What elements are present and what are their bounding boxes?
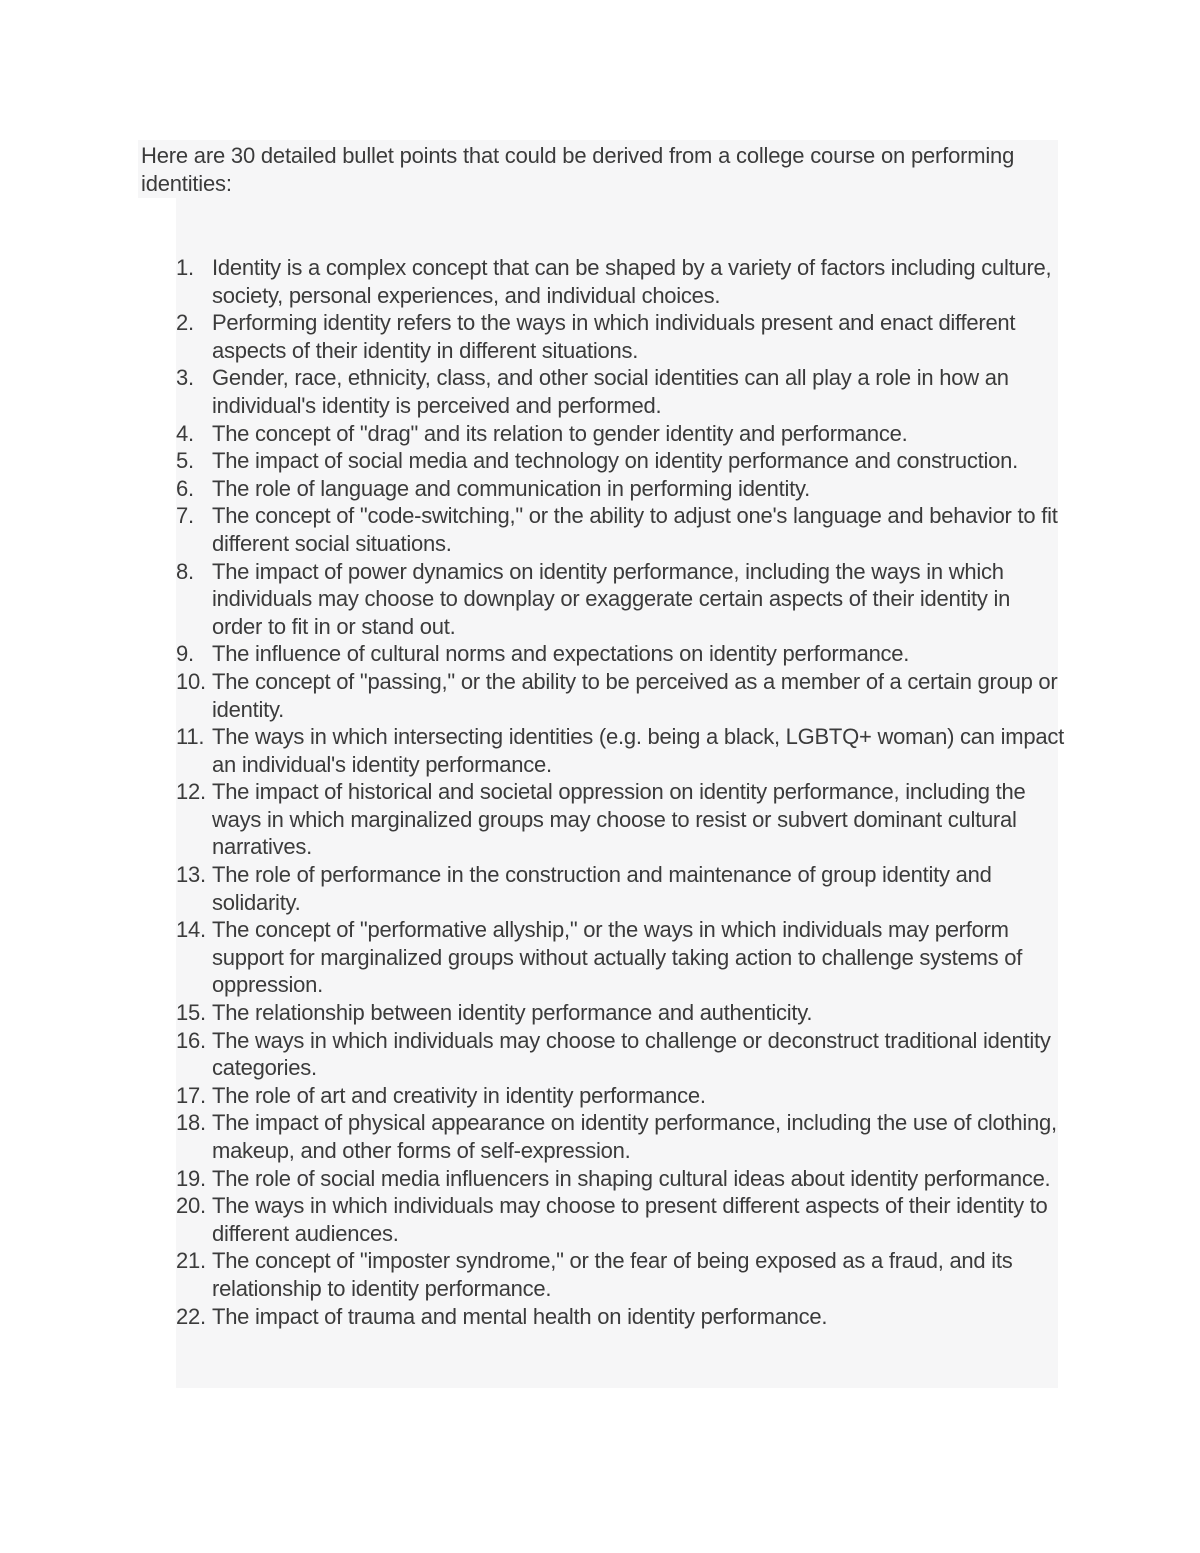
list-item-text: Identity is a complex concept that can be shaped by a variety of factors including culture, society, personal experiences, and individual choices. (212, 255, 1052, 308)
list-item-text: The relationship between identity performance and authenticity. (212, 1000, 813, 1026)
list-item-text: The role of art and creativity in identity performance. (212, 1082, 706, 1108)
list-item (176, 420, 1066, 448)
list-item-text: The concept of "imposter syndrome," or the fear of being exposed as a fraud, and its relationship to identity performance. (212, 1248, 1013, 1301)
numbered-list (176, 254, 1066, 1330)
list-item-number: 11. (176, 724, 205, 750)
list-item-number: 12. (176, 779, 206, 805)
list-item-text: Performing identity refers to the ways in which individuals present and enact different aspects of their identity in different situations. (212, 310, 1016, 363)
list-item (176, 861, 1066, 916)
list-item-number: 22. (176, 1303, 206, 1329)
list-item-number: 10. (176, 668, 206, 694)
list-item-text: The impact of trauma and mental health on identity performance. (212, 1303, 828, 1329)
list-item (176, 502, 1066, 557)
list-item-text: The role of social media influencers in shaping cultural ideas about identity performance. (212, 1165, 1051, 1191)
list-item (176, 1165, 1066, 1193)
list-item (176, 723, 1066, 778)
list-item-text: The ways in which intersecting identities (e.g. being a black, LGBTQ+ woman) can impact an individual's identity performance. (212, 724, 1064, 777)
list-item-number: 5. (176, 448, 194, 474)
list-item-text: The impact of physical appearance on identity performance, including the use of clothing, makeup, and other forms of self-expression. (212, 1110, 1057, 1163)
list-item-text: The role of language and communication in performing identity. (212, 475, 810, 501)
list-item (176, 1247, 1066, 1302)
list-item (176, 309, 1066, 364)
list-item (176, 447, 1066, 475)
list-item-number: 18. (176, 1110, 206, 1136)
list-item (176, 668, 1066, 723)
list-item-number: 13. (176, 862, 206, 888)
list-item-number: 14. (176, 917, 206, 943)
list-item (176, 254, 1066, 309)
list-item (176, 1109, 1066, 1164)
list-item-text: The ways in which individuals may choose to present different aspects of their identity to different audiences. (212, 1193, 1048, 1246)
list-item-number: 2. (176, 310, 194, 336)
list-item (176, 364, 1066, 419)
list-item (176, 999, 1066, 1027)
list-item-text: The concept of "passing," or the ability to be perceived as a member of a certain group or identity. (212, 668, 1058, 722)
list-item-number: 6. (176, 475, 194, 501)
list-item-number: 1. (176, 255, 194, 280)
list-item-number: 16. (176, 1027, 206, 1053)
list-item-number: 17. (176, 1082, 206, 1108)
list-item-number: 4. (176, 420, 194, 446)
list-item (176, 640, 1066, 668)
list-item-text: Gender, race, ethnicity, class, and other social identities can all play a role in how an individual's identity is perceived and performed. (212, 365, 1009, 418)
list-item-number: 15. (176, 1000, 206, 1026)
list-item-text: The ways in which individuals may choose to challenge or deconstruct traditional identity categories. (212, 1027, 1051, 1081)
list-item-number: 21. (176, 1248, 206, 1274)
list-item-number: 20. (176, 1193, 206, 1219)
list-item (176, 558, 1066, 641)
list-item-number: 8. (176, 558, 194, 584)
list-item (176, 778, 1066, 861)
list-item-text: The concept of "code-switching," or the ability to adjust one's language and behavior to fit different social situations. (212, 503, 1058, 556)
list-item-number: 7. (176, 503, 194, 529)
list-item-text: The impact of historical and societal oppression on identity performance, including the ways in which marginalized groups may choose to resist or subvert dominant cultural narratives. (212, 779, 1026, 860)
list-item-number: 9. (176, 641, 194, 667)
list-item (176, 1082, 1066, 1110)
list-item-text: The influence of cultural norms and expectations on identity performance. (212, 641, 910, 667)
intro-paragraph: Here are 30 detailed bullet points that could be derived from a college course on performing identities: (141, 143, 1015, 196)
list-item (176, 1303, 1066, 1331)
list-item-text: The role of performance in the construction and maintenance of group identity and solidarity. (212, 862, 992, 915)
list-item-text: The impact of social media and technology on identity performance and construction. (212, 448, 1018, 474)
list-item-number: 3. (176, 365, 194, 391)
list-item (176, 916, 1066, 999)
list-item-text: The concept of "drag" and its relation to gender identity and performance. (212, 420, 908, 446)
list-item (176, 1027, 1066, 1082)
list-item (176, 1192, 1066, 1247)
list-item-text: The concept of "performative allyship," or the ways in which individuals may perform support for marginalized groups without actually taking action to challenge systems of oppression. (212, 917, 1023, 998)
list-item (176, 475, 1066, 503)
list-item-text: The impact of power dynamics on identity performance, including the ways in which individuals may choose to downplay or exaggerate certain aspects of their identity in order to fit in or stand out. (212, 558, 1011, 639)
list-item-number: 19. (176, 1165, 206, 1191)
